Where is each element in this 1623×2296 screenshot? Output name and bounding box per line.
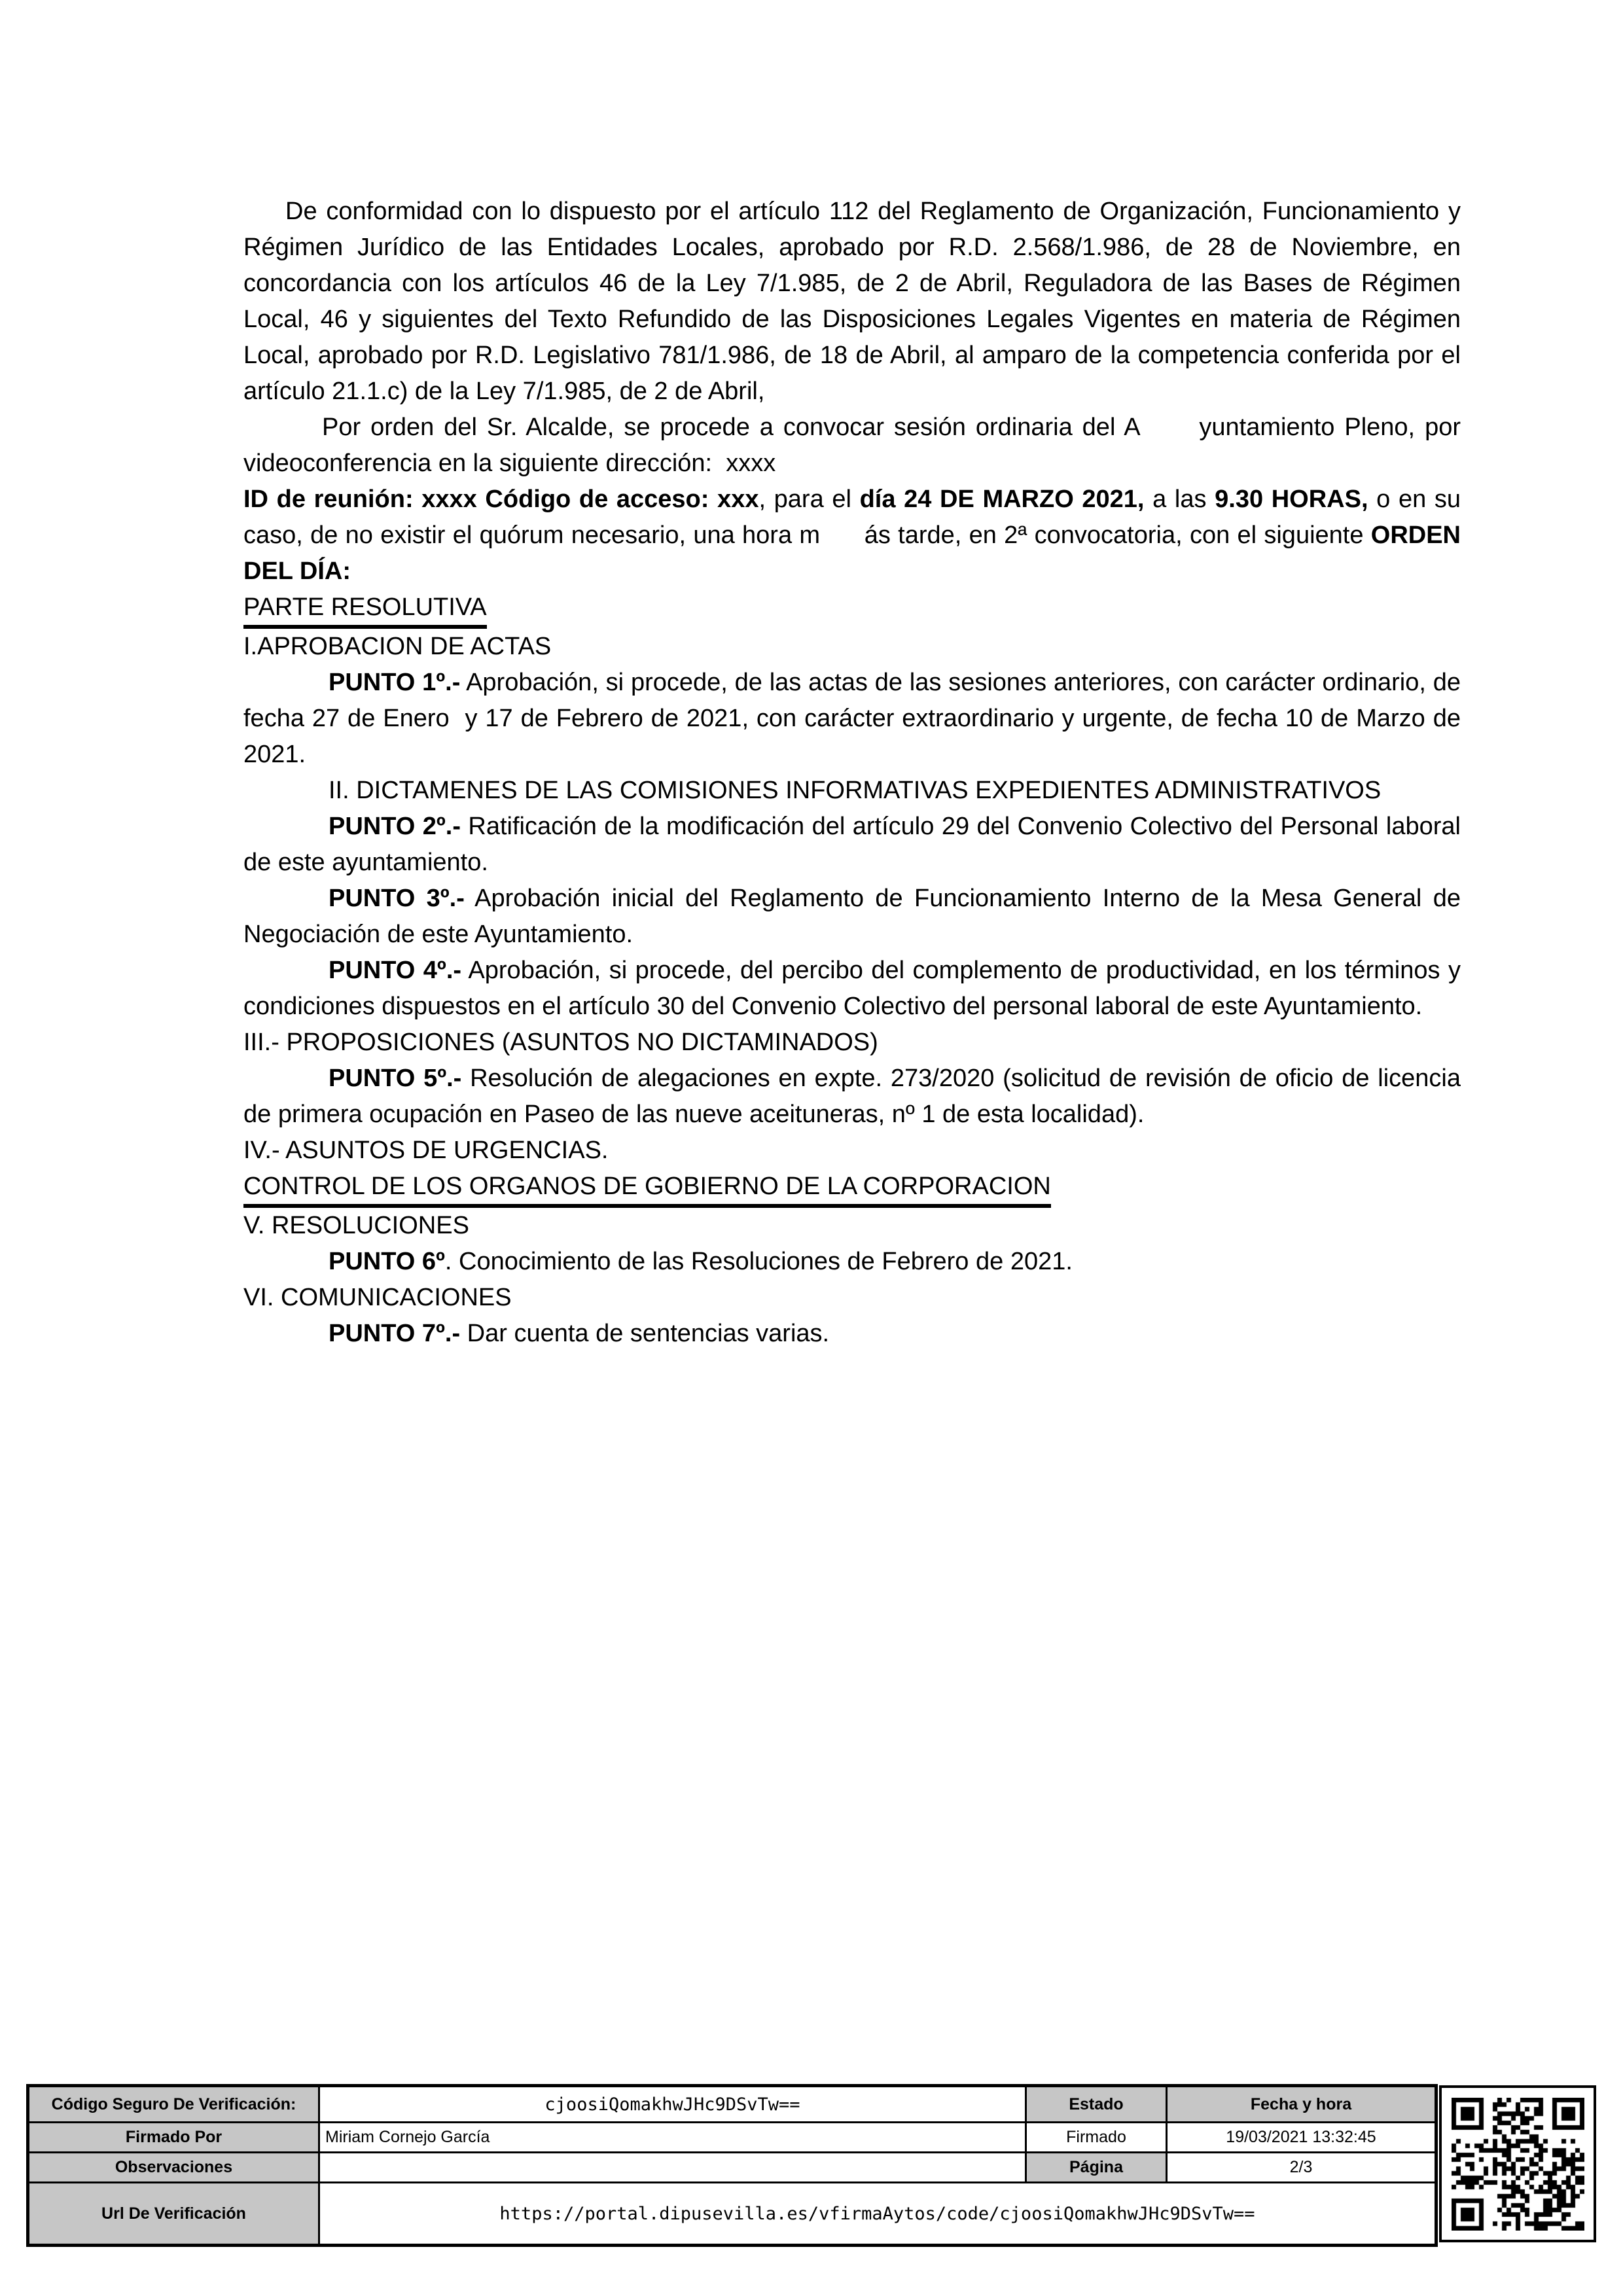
punto-6-label: PUNTO 6º (329, 1248, 445, 1275)
heading-resoluciones: V. RESOLUCIONES (243, 1212, 469, 1239)
heading-proposiciones: III.- PROPOSICIONES (ASUNTOS NO DICTAMINADOS) (243, 1029, 878, 1056)
heading-aprobacion-de-actas: I.APROBACION DE ACTAS (243, 633, 552, 660)
punto-6-text: . Conocimiento de las Resoluciones de Febrero de 2021. (444, 1248, 1073, 1275)
punto-2 (243, 809, 1461, 881)
heading-parte-resolutiva-text: PARTE RESOLUTIVA (243, 593, 487, 629)
punto-5 (243, 1061, 1461, 1133)
estado-header: Estado (1026, 2086, 1167, 2123)
punto-7-text: Dar cuenta de sentencias varias. (460, 1320, 830, 1347)
fecha-hora-value: 19/03/2021 13:32:45 (1167, 2123, 1436, 2153)
punto-1 (243, 665, 1461, 773)
heading-asuntos-urgencias: IV.- ASUNTOS DE URGENCIAS. (243, 1137, 609, 1164)
orden-del-dia-label: ORDEN DEL DÍA: (243, 521, 1461, 585)
verification-footer-table (26, 2084, 1438, 2247)
observaciones-label: Observaciones (28, 2153, 319, 2183)
punto-5-label: PUNTO 5º.- (329, 1065, 462, 1092)
meeting-date: día 24 DE MARZO 2021, (859, 486, 1145, 513)
punto-3-text: Aprobación inicial del Reglamento de Funcionamiento Interno de la Mesa General de Negociación de este Ayuntamiento. (243, 885, 1461, 948)
punto-1-label: PUNTO 1º.- (329, 669, 461, 696)
meeting-text-1: , para el (758, 486, 860, 513)
heading-control-organos (243, 1169, 1461, 1208)
punto-2-text: Ratificación de la modificación del artículo 29 del Convenio Colectivo del Personal laboral de este ayuntamiento. (243, 813, 1461, 876)
meeting-text-3: o en su caso, de no existir el quórum necesario, una hora m ás tarde, en 2ª convocatoria, con el siguiente (243, 486, 1461, 549)
heading-control-organos-text: CONTROL DE LOS ORGANOS DE GOBIERNO DE LA CORPORACION (243, 1172, 1051, 1208)
estado-value: Firmado (1026, 2123, 1167, 2153)
qr-code-canvas (1452, 2098, 1584, 2231)
punto-4-label: PUNTO 4º.- (329, 957, 462, 984)
punto-4-text: Aprobación, si procede, del percibo del complemento de productividad, en los términos y condiciones dispuestos en el artículo 30 del Convenio Colectivo del personal laboral de este Ayuntamiento. (243, 957, 1461, 1020)
meeting-time: 9.30 HORAS, (1215, 486, 1368, 513)
pagina-label: Página (1026, 2153, 1167, 2183)
heading-parte-resolutiva (243, 590, 1461, 629)
punto-2-label: PUNTO 2º.- (329, 813, 461, 840)
heading-dictamenes: II. DICTAMENES DE LAS COMISIONES INFORMATIVAS EXPEDIENTES ADMINISTRATIVOS (329, 777, 1382, 804)
firmado-por-label: Firmado Por (28, 2123, 319, 2153)
paragraph-meeting-details (243, 482, 1461, 590)
url-verificacion-label: Url De Verificación (28, 2183, 319, 2246)
csv-label: Código Seguro De Verificación: (28, 2086, 319, 2123)
observaciones-value (319, 2153, 1026, 2183)
paragraph-convocatoria: Por orden del Sr. Alcalde, se procede a convocar sesión ordinaria del A yuntamiento Pleno, por videoconferencia en la siguiente dirección: xxxx (243, 414, 1461, 477)
punto-3 (243, 881, 1461, 953)
firmado-por-value: Miriam Cornejo García (319, 2123, 1026, 2153)
csv-value: cjoosiQomakhwJHc9DSvTw== (319, 2086, 1026, 2123)
paragraph-legal-basis: De conformidad con lo dispuesto por el artículo 112 del Reglamento de Organización, Funcionamiento y Régimen Jurídico de las Entidades Locales, aprobado por R.D. 2.568/1.986, de 28 de Noviembre, en concordancia con los artículos 46 de la Ley 7/1.985, de 2 de Abril, Reguladora de las Bases de Régimen Local, 46 y siguientes del Texto Refundido de las Disposiciones Legales Vigentes en materia de Régimen Local, aprobado por R.D. Legislativo 781/1.986, de 18 de Abril, al amparo de la competencia conferida por el artículo 21.1.c) de la Ley 7/1.985, de 2 de Abril, (243, 198, 1461, 405)
qr-code (1439, 2085, 1596, 2242)
fecha-hora-header: Fecha y hora (1167, 2086, 1436, 2123)
pagina-value: 2/3 (1167, 2153, 1436, 2183)
heading-comunicaciones: VI. COMUNICACIONES (243, 1284, 512, 1311)
meeting-id-access: ID de reunión: xxxx Código de acceso: xxx (243, 486, 759, 513)
punto-7-label: PUNTO 7º.- (329, 1320, 461, 1347)
punto-6 (243, 1244, 1461, 1280)
url-verificacion-value: https://portal.dipusevilla.es/vfirmaAytos/code/cjoosiQomakhwJHc9DSvTw== (319, 2183, 1436, 2246)
punto-3-label: PUNTO 3º.- (329, 885, 465, 912)
punto-1-text: Aprobación, si procede, de las actas de las sesiones anteriores, con carácter ordinario, de fecha 27 de Enero y 17 de Febrero de 2021, con carácter extraordinario y urgente, de fecha 10 de Marzo de 2021. (243, 669, 1461, 768)
document-body (243, 194, 1461, 1352)
punto-7 (243, 1316, 1461, 1352)
punto-5-text: Resolución de alegaciones en expte. 273/2020 (solicitud de revisión de oficio de licencia de primera ocupación en Paseo de las nueve aceituneras, nº 1 de esta localidad). (243, 1065, 1461, 1128)
meeting-text-2: a las (1144, 486, 1215, 513)
punto-4 (243, 953, 1461, 1025)
